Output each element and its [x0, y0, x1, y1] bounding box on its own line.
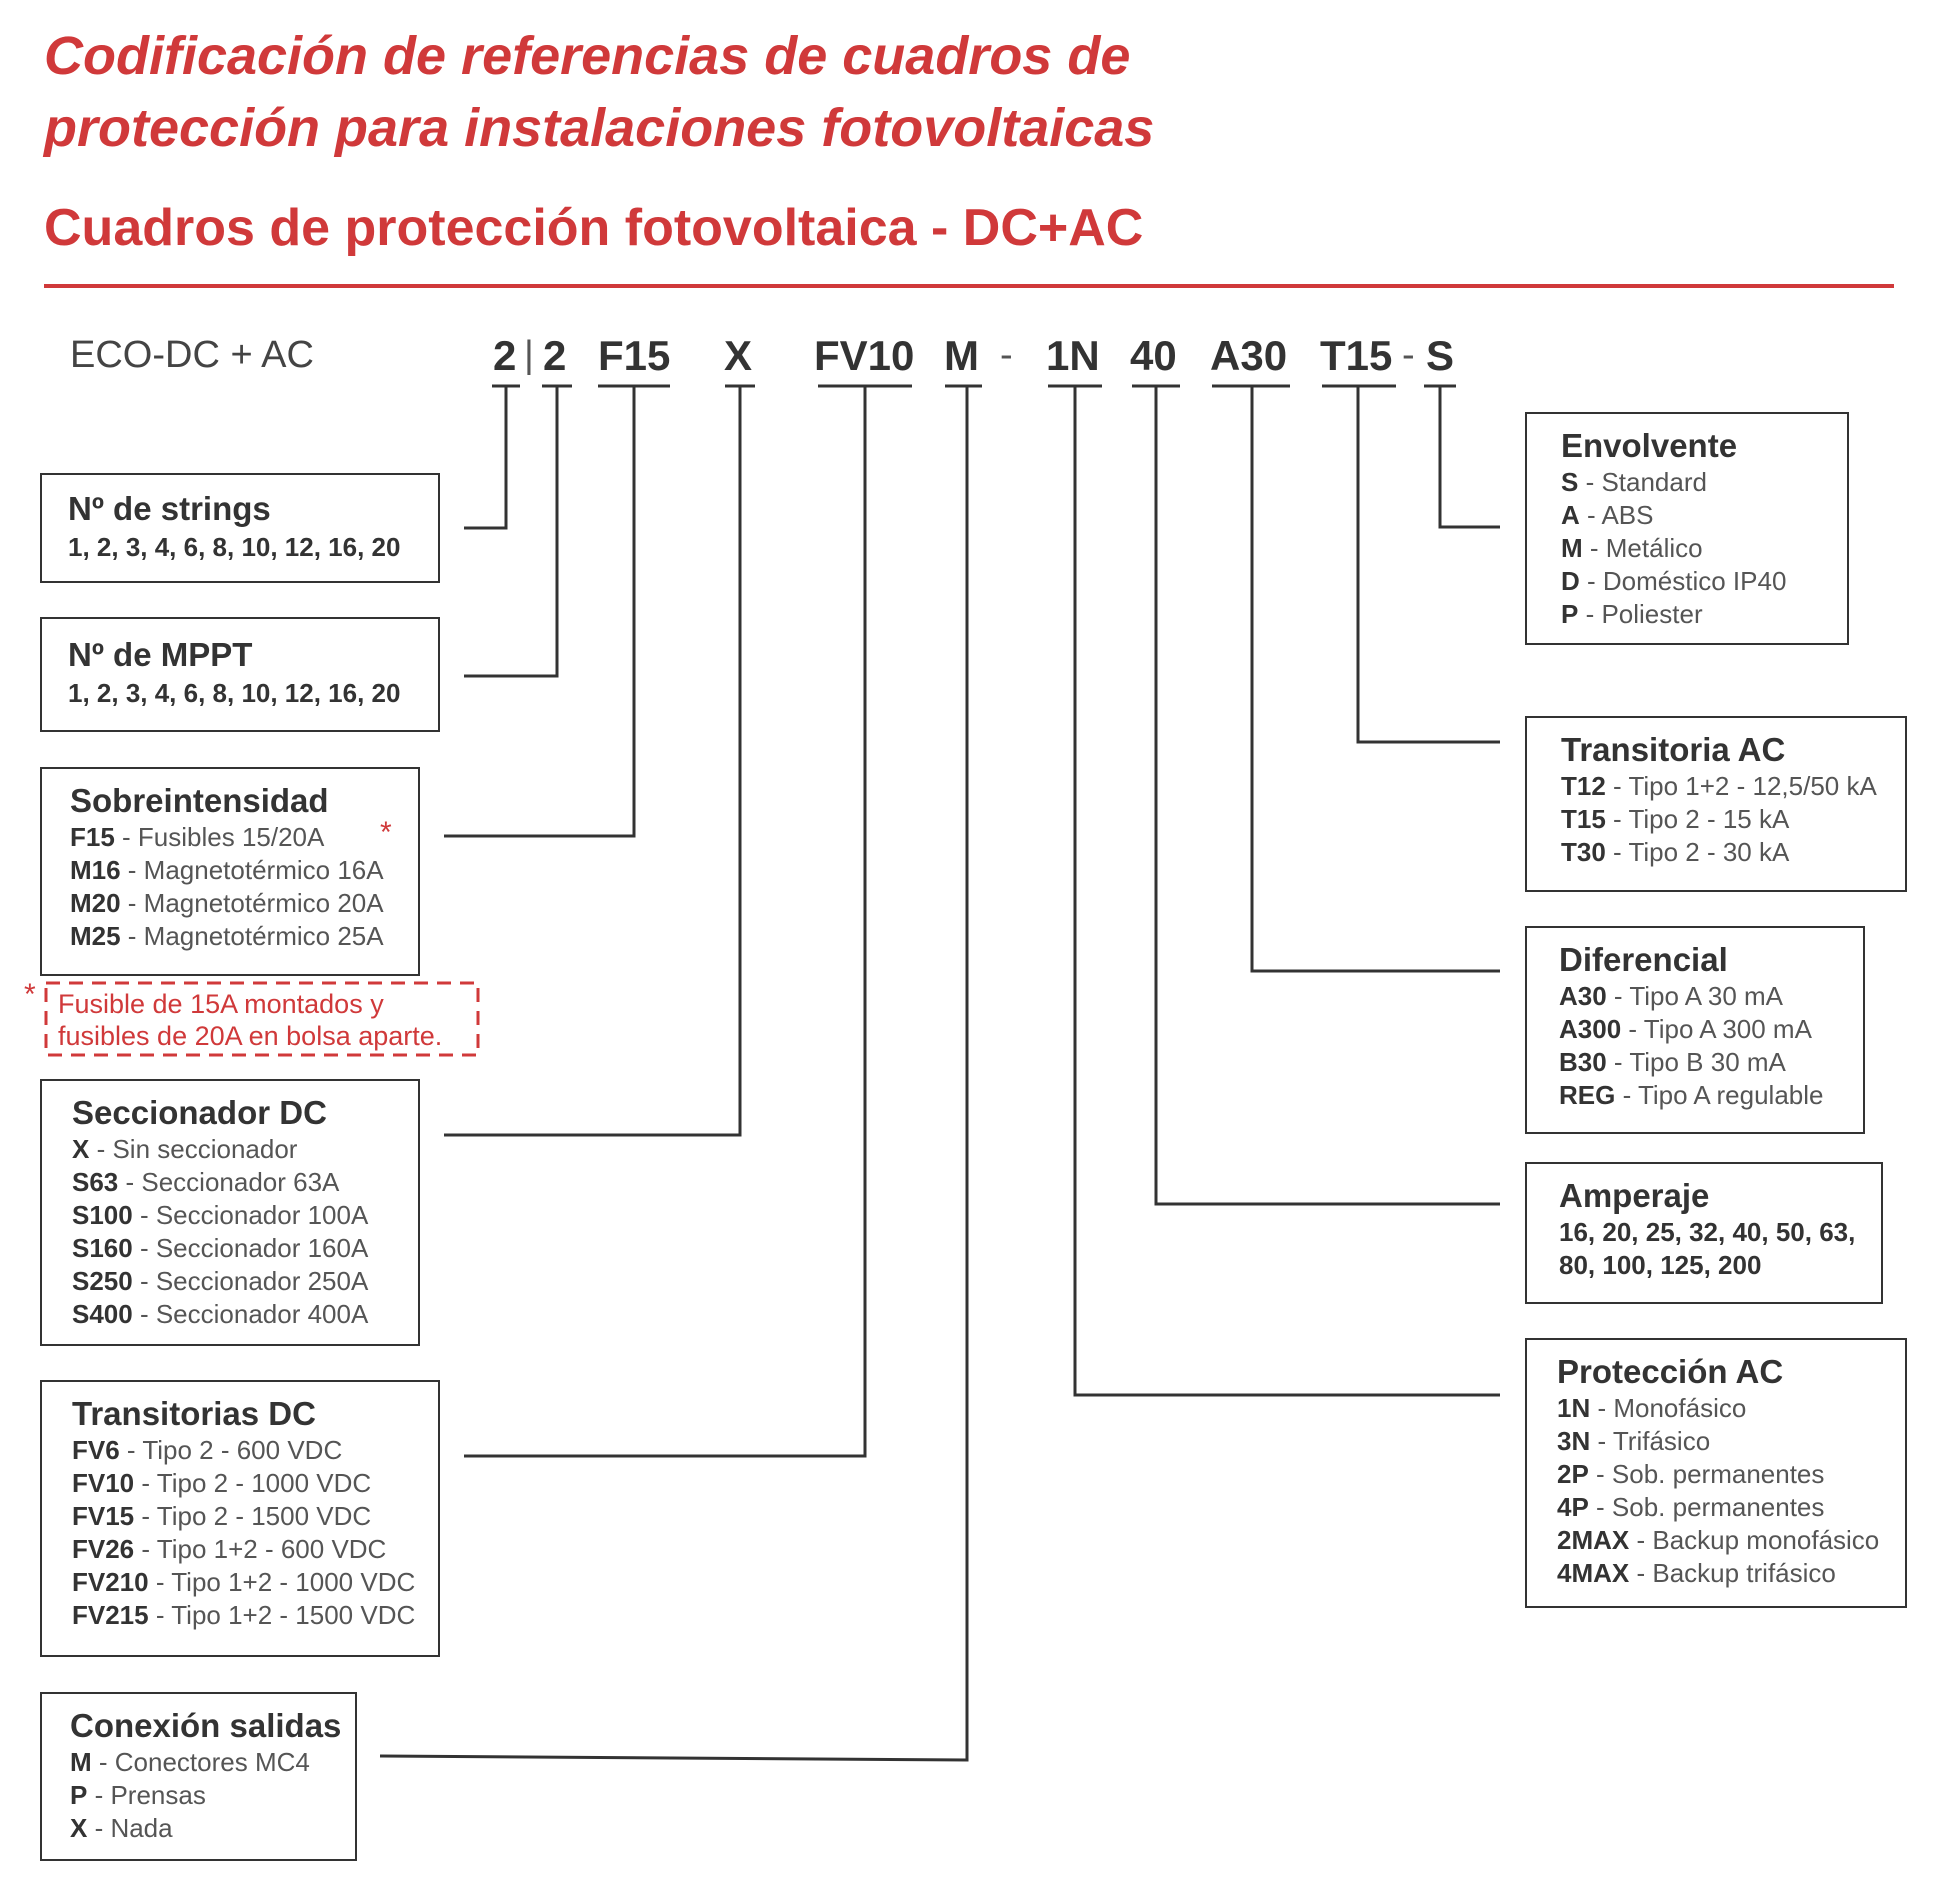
option-code: FV15	[72, 1501, 135, 1531]
option-code: B30	[1559, 1047, 1607, 1077]
option-desc: - Seccionador 100A	[132, 1200, 369, 1230]
option-row	[1559, 980, 1863, 1013]
option-desc: - Magnetotérmico 16A	[120, 855, 384, 885]
code-transitorias-dc: FV10	[814, 332, 915, 379]
option-row	[1557, 1425, 1905, 1458]
footnote-asterisk: *	[24, 978, 36, 1011]
option-row	[1557, 1491, 1905, 1524]
option-code: M16	[70, 855, 121, 885]
option-desc: - Tipo A 30 mA	[1606, 981, 1784, 1011]
code-diferencial: A30	[1210, 332, 1288, 379]
option-row	[72, 1467, 438, 1500]
option-row	[1559, 1046, 1863, 1079]
option-code: T12	[1561, 771, 1606, 801]
option-desc: - Poliester	[1578, 599, 1703, 629]
option-desc: - Tipo A regulable	[1615, 1080, 1824, 1110]
code-mppt: 2	[543, 332, 567, 379]
option-desc: - ABS	[1579, 500, 1654, 530]
option-row	[1557, 1392, 1905, 1425]
option-row	[72, 1298, 418, 1331]
option-desc: - Tipo 2 - 1500 VDC	[134, 1501, 372, 1531]
option-desc: - Tipo 2 - 600 VDC	[119, 1435, 343, 1465]
box-values: 16, 20, 25, 32, 40, 50, 63, 80, 100, 125, 200	[1559, 1217, 1856, 1280]
option-code: X	[72, 1134, 90, 1164]
code-envolvente: S	[1426, 332, 1455, 379]
box-title: Conexión salidas	[70, 1707, 342, 1744]
connector-mppt	[464, 386, 557, 676]
box-title: Transitoria AC	[1561, 731, 1786, 768]
option-row	[70, 920, 418, 953]
option-code: S160	[72, 1233, 133, 1263]
option-row	[70, 1746, 355, 1779]
box-title: Nº de MPPT	[68, 636, 253, 673]
box-mppt	[40, 617, 440, 732]
code-seccionador: X	[724, 332, 753, 379]
option-code: 2MAX	[1557, 1525, 1630, 1555]
option-code: FV210	[72, 1567, 149, 1597]
option-code: P	[1561, 599, 1579, 629]
option-desc: - Seccionador 250A	[132, 1266, 369, 1296]
code-separator-dash-1: -	[1000, 334, 1013, 376]
option-row	[1557, 1557, 1905, 1590]
option-row	[1557, 1458, 1905, 1491]
box-title: Seccionador DC	[72, 1094, 327, 1131]
option-desc: - Tipo 1+2 - 12,5/50 kA	[1605, 771, 1877, 801]
option-row	[1559, 1013, 1863, 1046]
option-row	[72, 1566, 438, 1599]
option-row	[70, 821, 418, 854]
option-row	[72, 1199, 418, 1232]
footnote-line-2: fusibles de 20A en bolsa aparte.	[58, 1021, 443, 1051]
option-desc: - Fusibles 15/20A	[114, 822, 325, 852]
option-code: FV10	[72, 1468, 135, 1498]
option-desc: - Conectores MC4	[91, 1747, 310, 1777]
code-strings: 2	[493, 332, 517, 379]
option-desc: - Tipo B 30 mA	[1606, 1047, 1786, 1077]
option-desc: - Sob. permanentes	[1588, 1492, 1825, 1522]
box-title: Nº de strings	[68, 490, 271, 527]
option-code: S	[1561, 467, 1579, 497]
option-row	[1561, 565, 1847, 598]
page-title-line-2: protección para instalaciones fotovoltaicas	[44, 98, 1155, 158]
option-row	[1561, 598, 1847, 631]
option-row	[1561, 803, 1905, 836]
box-strings	[40, 473, 440, 583]
option-code: S100	[72, 1200, 133, 1230]
option-row	[1557, 1524, 1905, 1557]
box-title: Transitorias DC	[72, 1395, 316, 1432]
option-row	[72, 1599, 438, 1632]
option-desc: - Monofásico	[1590, 1393, 1747, 1423]
page-subtitle: Cuadros de protección fotovoltaica - DC+AC	[44, 199, 1144, 257]
option-desc: - Prensas	[87, 1780, 206, 1810]
option-code: A	[1561, 500, 1580, 530]
option-code: 3N	[1557, 1426, 1591, 1456]
option-desc: - Sin seccionador	[89, 1134, 298, 1164]
connector-amperaje	[1156, 386, 1500, 1204]
option-row	[72, 1232, 418, 1265]
connector-strings	[464, 386, 506, 528]
option-row	[70, 1779, 355, 1812]
box-title: Amperaje	[1559, 1177, 1710, 1214]
option-row	[1561, 836, 1905, 869]
option-desc: - Sob. permanentes	[1588, 1459, 1825, 1489]
option-row	[1561, 466, 1847, 499]
option-desc: - Backup monofásico	[1629, 1525, 1880, 1555]
option-code: 4P	[1557, 1492, 1589, 1522]
connector-proteccion-ac	[1075, 386, 1500, 1395]
f15-asterisk: *	[380, 816, 392, 849]
option-desc: - Tipo 2 - 30 kA	[1605, 837, 1790, 867]
option-code: D	[1561, 566, 1580, 596]
option-code: F15	[70, 822, 115, 852]
option-desc: - Seccionador 400A	[132, 1299, 369, 1329]
option-row	[1561, 770, 1905, 803]
option-desc: - Seccionador 63A	[118, 1167, 340, 1197]
box-title: Diferencial	[1559, 941, 1728, 978]
box-amperaje	[1525, 1162, 1883, 1304]
connector-conexion	[380, 386, 967, 1760]
code-conexion: M	[944, 332, 979, 379]
box-conexion-salidas	[40, 1692, 357, 1861]
connector-envolvente	[1440, 386, 1500, 527]
option-desc: - Trifásico	[1590, 1426, 1711, 1456]
option-code: S400	[72, 1299, 133, 1329]
option-desc: - Doméstico IP40	[1579, 566, 1787, 596]
option-row	[72, 1265, 418, 1298]
connector-transitoria-ac	[1358, 386, 1500, 742]
connector-seccionador	[444, 386, 740, 1135]
option-desc: - Standard	[1578, 467, 1707, 497]
option-code: FV6	[72, 1435, 120, 1465]
option-desc: - Tipo 1+2 - 1000 VDC	[148, 1567, 416, 1597]
option-row	[1561, 532, 1847, 565]
option-code: M20	[70, 888, 121, 918]
option-code: 2P	[1557, 1459, 1589, 1489]
option-row	[72, 1166, 418, 1199]
option-code: REG	[1559, 1080, 1616, 1110]
option-desc: - Tipo A 300 mA	[1621, 1014, 1812, 1044]
option-code: M	[1561, 533, 1583, 563]
option-desc: - Nada	[87, 1813, 173, 1843]
option-row	[72, 1133, 418, 1166]
option-desc: - Magnetotérmico 20A	[120, 888, 384, 918]
box-sobreintensidad	[40, 767, 420, 976]
option-row	[72, 1434, 438, 1467]
option-code: 4MAX	[1557, 1558, 1630, 1588]
box-values: 1, 2, 3, 4, 6, 8, 10, 12, 16, 20	[68, 678, 401, 708]
connector-sobreintensidad	[444, 386, 634, 836]
option-desc: - Metálico	[1582, 533, 1703, 563]
option-row	[70, 887, 418, 920]
option-code: M	[70, 1747, 92, 1777]
page-title-line-1: Codificación de referencias de cuadros de	[44, 26, 1131, 86]
option-code: A300	[1559, 1014, 1622, 1044]
code-transitoria-ac: T15	[1320, 332, 1393, 379]
box-envolvente	[1525, 412, 1849, 645]
code-proteccion-ac: 1N	[1046, 332, 1100, 379]
option-row	[1559, 1079, 1863, 1112]
option-code: P	[70, 1780, 88, 1810]
option-desc: - Tipo 2 - 15 kA	[1605, 804, 1790, 834]
option-desc: - Magnetotérmico 25A	[120, 921, 384, 951]
code-sobreintensidad: F15	[598, 332, 671, 379]
option-row	[70, 854, 418, 887]
option-code: A30	[1559, 981, 1607, 1011]
option-row	[1561, 499, 1847, 532]
option-code: X	[70, 1813, 88, 1843]
option-code: S63	[72, 1167, 119, 1197]
box-title: Envolvente	[1561, 427, 1738, 464]
series-label: ECO-DC + AC	[70, 334, 314, 376]
option-desc: - Tipo 2 - 1000 VDC	[134, 1468, 372, 1498]
connector-diferencial	[1252, 386, 1500, 971]
box-transitorias-dc	[40, 1380, 440, 1657]
option-row	[70, 1812, 355, 1845]
box-diferencial	[1525, 926, 1865, 1134]
box-transitoria-ac	[1525, 716, 1907, 892]
option-code: M25	[70, 921, 121, 951]
box-seccionador-dc	[40, 1079, 420, 1346]
option-code: S250	[72, 1266, 133, 1296]
code-amperaje: 40	[1130, 332, 1177, 379]
option-code: 1N	[1557, 1393, 1591, 1423]
option-code: T15	[1561, 804, 1606, 834]
option-desc: - Tipo 1+2 - 600 VDC	[134, 1534, 387, 1564]
box-title: Protección AC	[1557, 1353, 1784, 1390]
option-row	[72, 1500, 438, 1533]
box-proteccion-ac	[1525, 1338, 1907, 1608]
option-row	[72, 1533, 438, 1566]
option-code: FV215	[72, 1600, 149, 1630]
box-values: 1, 2, 3, 4, 6, 8, 10, 12, 16, 20	[68, 532, 401, 562]
option-desc: - Tipo 1+2 - 1500 VDC	[148, 1600, 416, 1630]
option-desc: - Seccionador 160A	[132, 1233, 369, 1263]
code-separator-bar: |	[524, 334, 534, 376]
footnote-line-1: Fusible de 15A montados y	[58, 989, 384, 1019]
option-desc: - Backup trifásico	[1629, 1558, 1836, 1588]
option-code: FV26	[72, 1534, 135, 1564]
code-separator-dash-2: -	[1402, 334, 1415, 376]
option-code: T30	[1561, 837, 1606, 867]
connector-transitorias-dc	[464, 386, 865, 1456]
box-title: Sobreintensidad	[70, 782, 329, 819]
